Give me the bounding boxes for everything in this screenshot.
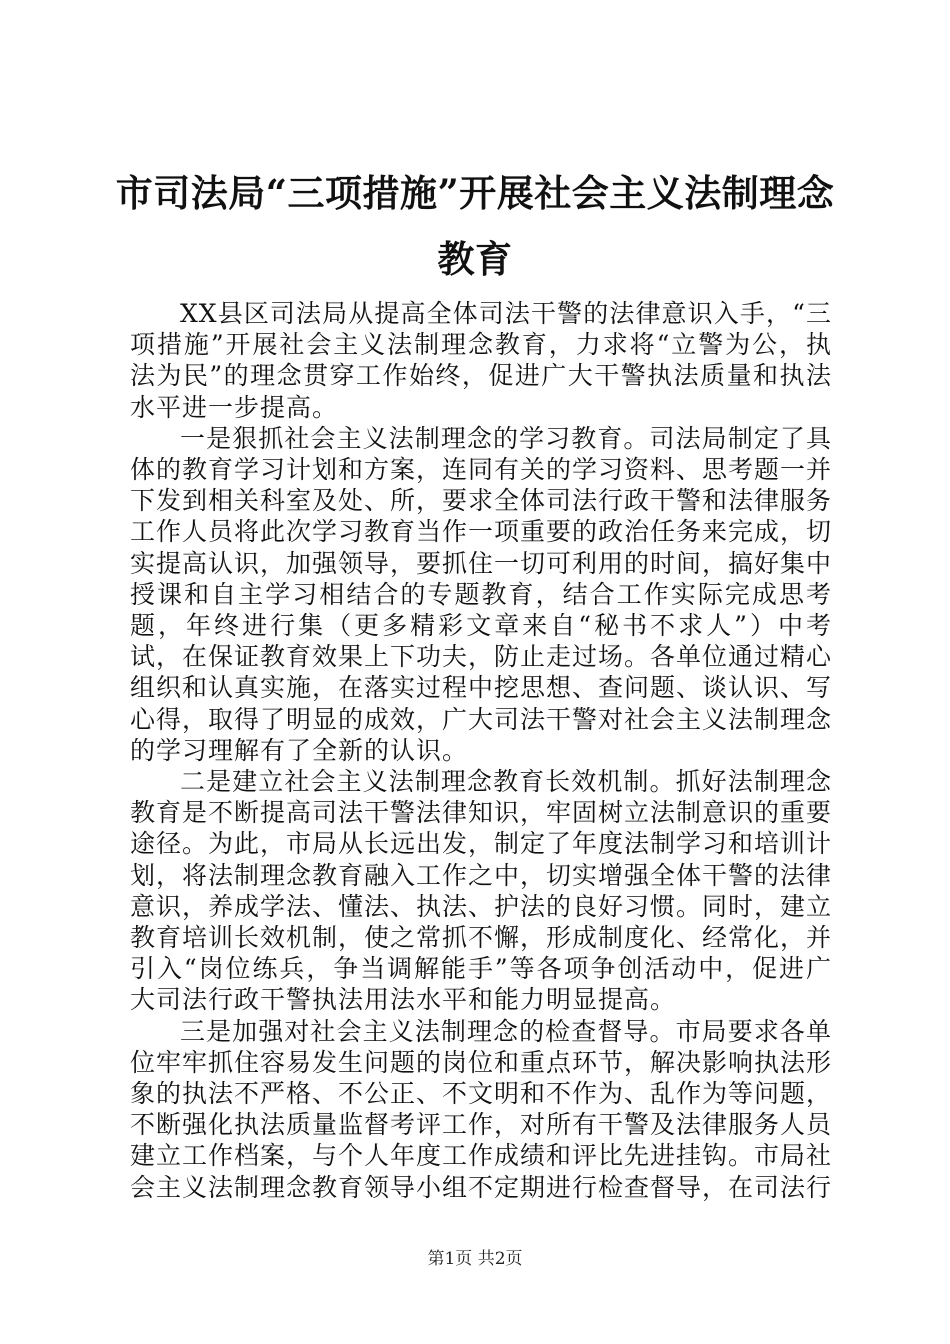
paragraph-measure-two: 二是建立社会主义法制理念教育长效机制。抓好法制理念教育是不断提高司法干警法律知识，牢固树立法制意识的重要途径。为此，市局从长远出发，制定了年度法制学习和培训计划，将法制理念教育融入工作之中，切实增强全体干警的法律意识，养成学法、懂法、执法、护法的良好习惯。同时，建立教育培训长效机制，使之常抓不懈，形成制度化、经常化，并引入“岗位练兵，争当调解能手”等各项争创活动中，促进广大司法行政干警执法用法水平和能力明显提高。 bbox=[130, 767, 833, 1015]
paragraph-intro: XX县区司法局从提高全体司法干警的法律意识入手，“三项措施”开展社会主义法制理念教育，力求将“立警为公，执法为民”的理念贯穿工作始终，促进广大干警执法质量和执法水平进一步提高。 bbox=[130, 299, 832, 422]
paragraph-measure-three: 三是加强对社会主义法制理念的检查督导。市局要求各单位牢牢抓住容易发生问题的岗位和重点环节，解决影响执法形象的执法不严格、不公正、不文明和不作为、乱作为等问题，不断强化执法质量监督考评工作，对所有干警及法律服务人员建立工作档案，与个人年度工作成绩和评比先进挂钩。市局社会主义法制理念教育领导小组不定期进行检查督导，在司法行 bbox=[130, 1016, 833, 1202]
document-title: 市司法局“三项措施”开展社会主义法制理念教育 bbox=[115, 171, 835, 281]
page-footer: 第1页 共2页 bbox=[427, 1249, 523, 1269]
document-body bbox=[130, 298, 832, 1203]
paragraph-measure-one: 一是狠抓社会主义法制理念的学习教育。司法局制定了具体的教育学习计划和方案，连同有关的学习资料、思考题一并下发到相关科室及处、所，要求全体司法行政干警和法律服务工作人员将此次学习教育当作一项重要的政治任务来完成，切实提高认识，加强领导，要抓住一切可利用的时间，搞好集中授课和自主学习相结合的专题教育，结合工作实际完成思考题，年终进行集（更多精彩文章来自“秘书不求人”）中考试，在保证教育效果上下功夫，防止走过场。各单位通过精心组织和认真实施，在落实过程中挖思想、查问题、谈认识、写心得，取得了明显的成效，广大司法干警对社会主义法制理念的学习理解有了全新的认识。 bbox=[130, 423, 833, 765]
